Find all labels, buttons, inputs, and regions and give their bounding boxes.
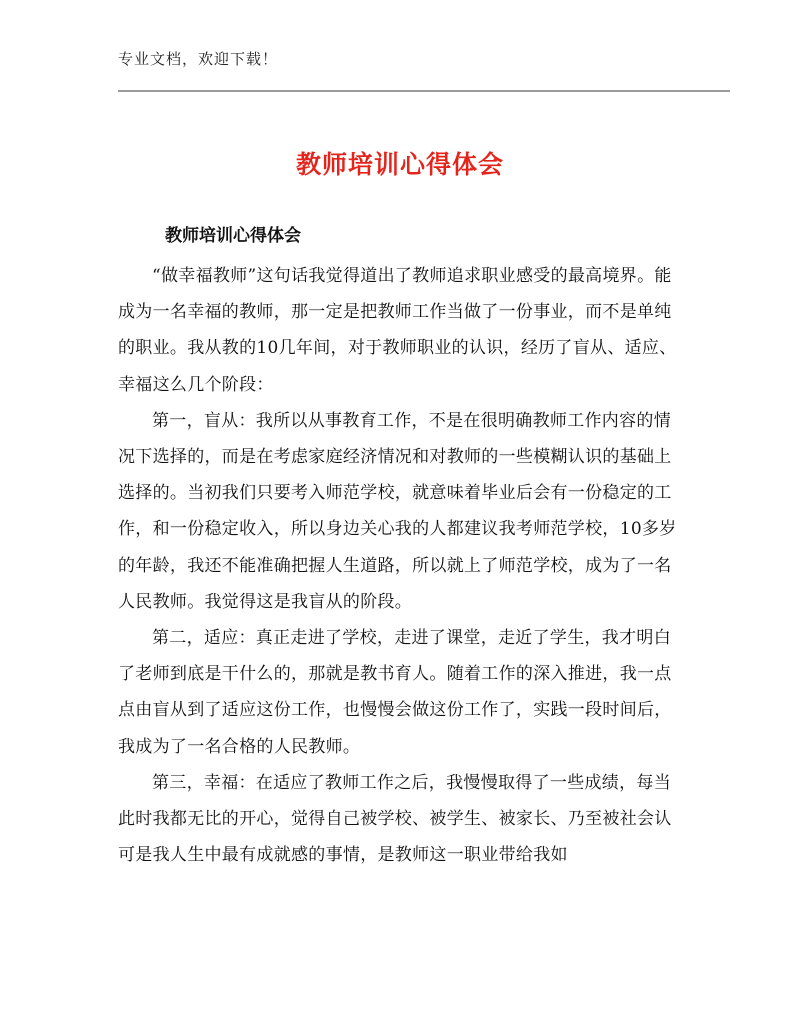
paragraph-stage-three: 第三，幸福：在适应了教师工作之后，我慢慢取得了一些成绩，每当此时我都无比的开心，觉得自己被学校、被学生、被家长、乃至被社会认可是我人生中最有成就感的事情，是教师这一职业带给我如 bbox=[118, 772, 672, 866]
header-note: 专业文档，欢迎下载！ bbox=[118, 50, 279, 68]
paragraph-intro: “做幸福教师”这句话我觉得道出了教师追求职业感受的最高境界。能成为一名幸福的教师，那一定是把教师工作当做了一份事业，而不是单纯的职业。我从教的10几年间，对于教师职业的认识，经历了盲从、适应、幸福这么几个阶段： bbox=[118, 266, 677, 395]
header-divider bbox=[118, 90, 730, 92]
document-body bbox=[118, 258, 678, 873]
paragraph-stage-one: 第一，盲从：我所以从事教育工作，不是在很明确教师工作内容的情况下选择的，而是在考虑家庭经济情况和对教师的一些模糊认识的基础上选择的。当初我们只要考入师范学校，就意味着毕业后会有一份稳定的工作，和一份稳定收入，所以身边关心我的人都建议我考师范学校，10多岁的年龄，我还不能准确把握人生道路，所以就上了师范学校，成为了一名人民教师。我觉得这是我盲从的阶段。 bbox=[118, 410, 677, 612]
paragraph-stage-two: 第二，适应：真正走进了学校，走进了课堂，走近了学生，我才明白了老师到底是干什么的，那就是教书育人。随着工作的深入推进，我一点点由盲从到了适应这份工作，也慢慢会做这份工作了，实践一段时间后，我成为了一名合格的人民教师。 bbox=[118, 628, 672, 757]
document-title: 教师培训心得体会 bbox=[295, 150, 504, 179]
document-subtitle: 教师培训心得体会 bbox=[165, 226, 301, 246]
